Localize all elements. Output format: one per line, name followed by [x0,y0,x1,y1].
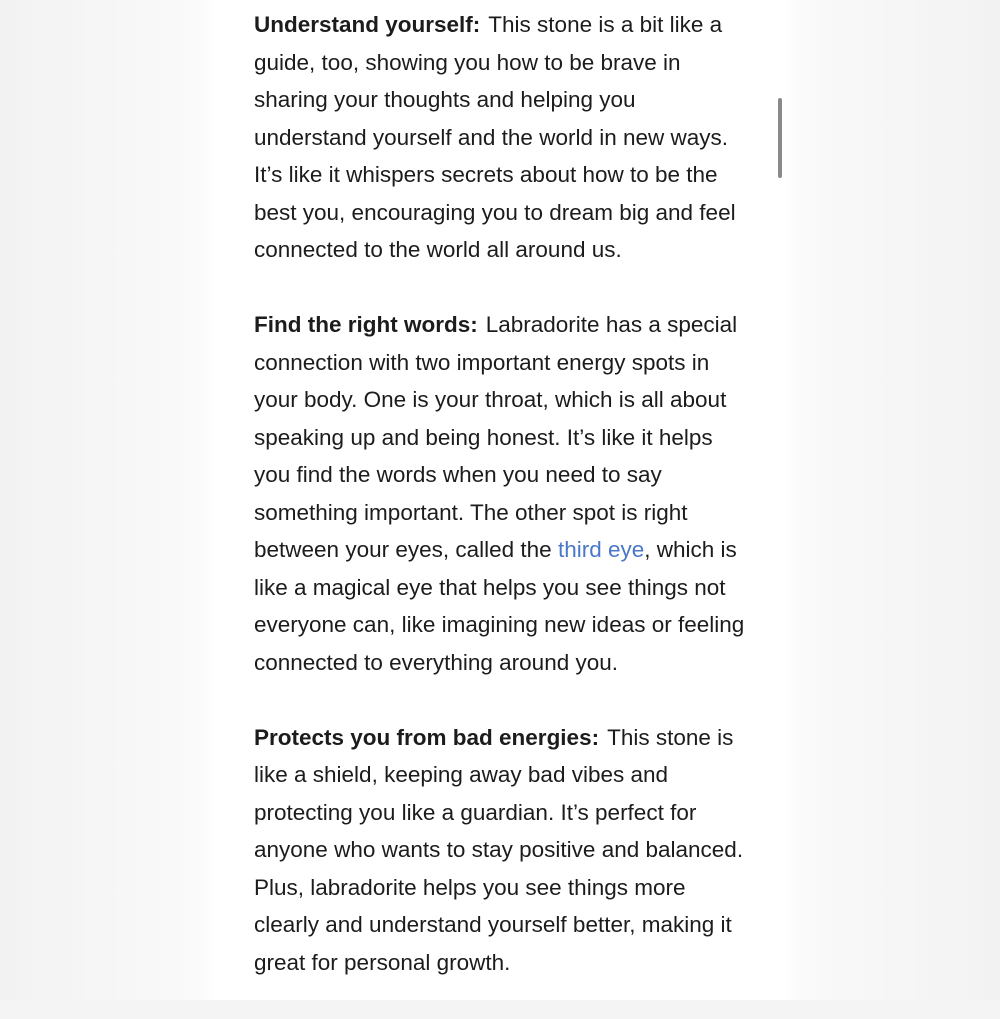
third-eye-link[interactable]: third eye [557,537,645,562]
paragraph-heading: Protects you from bad energies: [254,724,600,750]
paragraph-protects-bad-energies [254,719,754,982]
paragraph-text: This stone is a bit like a guide, too, showing you how to be brave in sharing your thoughts and helping you understand yourself and the world in new ways. It’s like it whispers secrets about how to be the best you, encouraging you to dream big and feel connected to the world all around us. [254,12,736,262]
paragraph-heading: Understand yourself: [254,12,481,37]
paragraph-text: Labradorite has a special connection with two important energy spots in your body. One is your throat, which is all about speaking up and being honest. It’s like it helps you find the words when you need to say something important. The other spot is right between your eyes, called the [254,312,738,562]
paragraph-text: This stone is like a shield, keeping away bad vibes and protecting you like a guardian. It’s perfect for anyone who wants to stay positive and balanced. Plus, labradorite helps you see things more clearly and understand yourself better, making it great for personal growth. [254,724,744,975]
article-panel [214,0,786,1000]
paragraph-text-continued: , which is like a magical eye that helps you see things not everyone can, like imagining new ideas or feeling connected to everything around you. [254,537,745,675]
article-content [254,6,754,1019]
vertical-scrollbar-thumb[interactable] [778,98,782,178]
paragraph-understand-yourself [254,6,754,269]
paragraph-find-right-words [254,306,754,681]
paragraph-heading: Find the right words: [254,312,478,337]
